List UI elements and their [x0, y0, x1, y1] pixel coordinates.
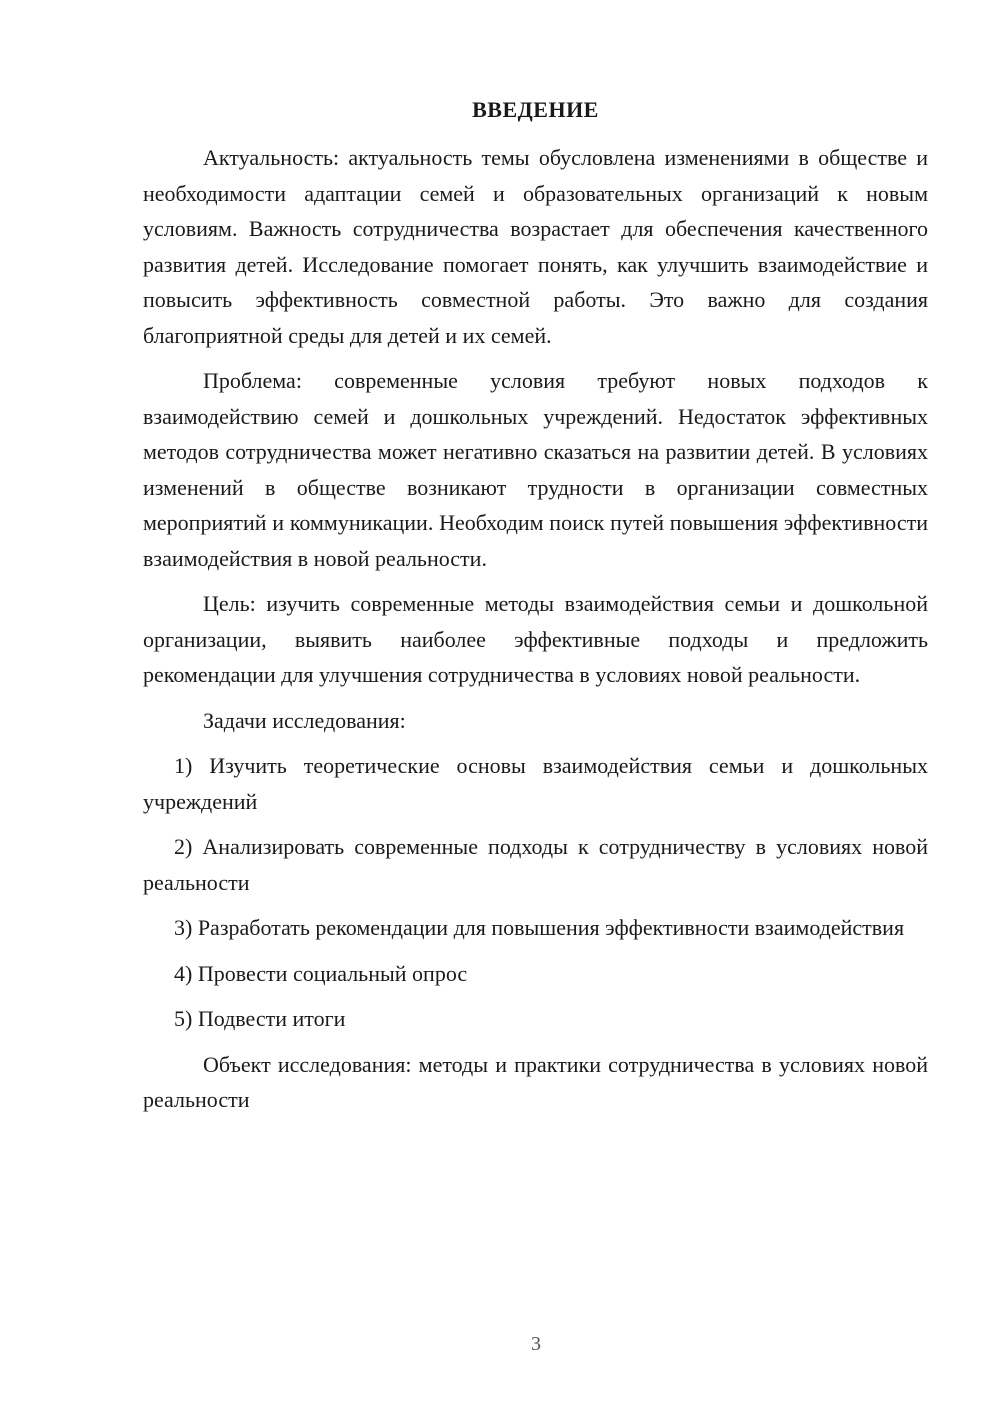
relevance-paragraph: Актуальность: актуальность темы обусловлена изменениями в обществе и необходимости адаптации семей и образовательных организаций к новым условиям. Важность сотрудничества возрастает для обеспечения качественного развития детей. Исследование помогает понять, как улучшить взаимодействие и повысить эффективность совместной работы. Это важно для создания благоприятной среды для детей и их семей. — [143, 145, 928, 348]
section-title: ВВЕДЕНИЕ — [472, 97, 599, 122]
task-item: 3) Разработать рекомендации для повышения эффективности взаимодействия — [174, 915, 905, 940]
task-item: 2) Анализировать современные подходы к сотрудничеству в условиях новой реальности — [143, 834, 928, 895]
task-item: 5) Подвести итоги — [174, 1006, 346, 1031]
task-item: 4) Провести социальный опрос — [174, 960, 468, 986]
document-page — [143, 92, 928, 1128]
tasks-heading: Задачи исследования: — [203, 707, 406, 733]
task-item: 1) Изучить теоретические основы взаимодействия семьи и дошкольных учреждений — [143, 753, 928, 814]
problem-paragraph: Проблема: современные условия требуют новых подходов к взаимодействию семей и дошкольных учреждений. Недостаток эффективных методов сотрудничества может негативно сказаться на развитии детей. В условиях изменений в обществе возникают трудности в организации совместных мероприятий и коммуникации. Необходим поиск путей повышения эффективности взаимодействия в новой реальности. — [143, 368, 928, 571]
page-number: 3 — [531, 1333, 541, 1355]
object-paragraph: Объект исследования: методы и практики сотрудничества в условиях новой реальности — [143, 1051, 928, 1112]
goal-paragraph: Цель: изучить современные методы взаимодействия семьи и дошкольной организации, выявить наиболее эффективные подходы и предложить рекомендации для улучшения сотрудничества в условиях новой реальности. — [143, 591, 928, 687]
